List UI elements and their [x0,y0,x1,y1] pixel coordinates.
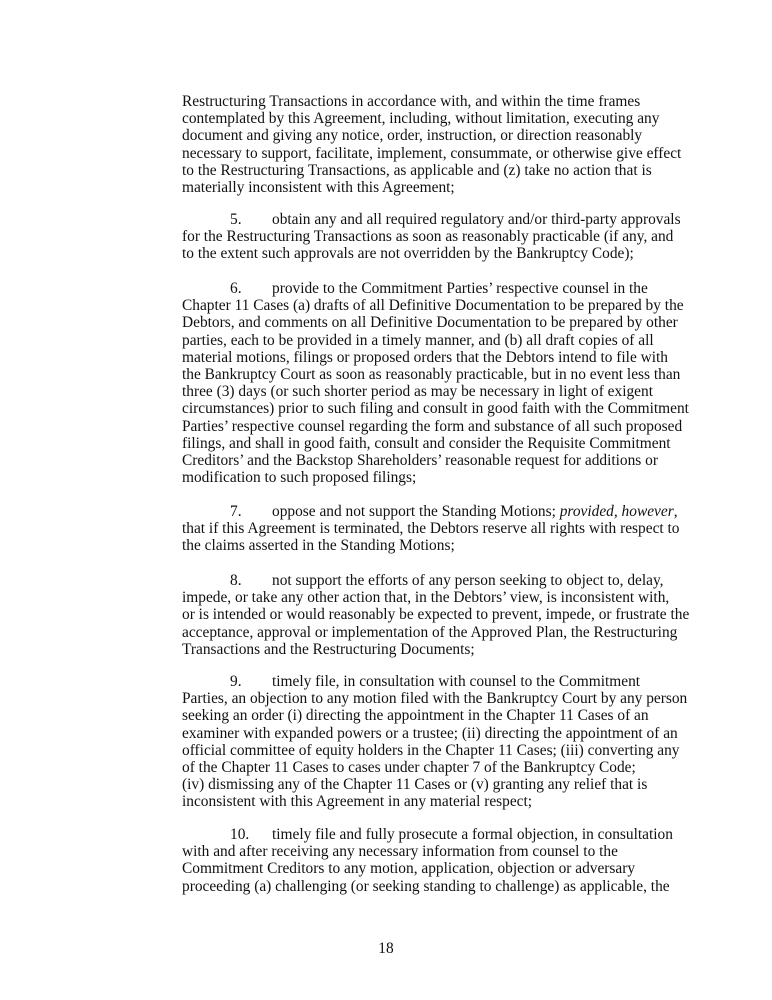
text-line: examiner with expanded powers or a trustee; (ii) directing the appointment of an [182,724,678,742]
text-line: Parties, an objection to any motion filed with the Bankruptcy Court by any person [182,690,688,708]
item-number: 5. [230,211,242,228]
item-first-text: oppose and not support the Standing Motions; [272,503,560,520]
item-first-line [182,673,641,690]
item-first-line [182,572,664,589]
text-line: Commitment Creditors to any motion, application, objection or adversary [182,860,636,878]
item-number: 7. [230,503,242,520]
text-line: Restructuring Transactions in accordance with, and within the time frames [182,93,641,110]
list-item-5 [182,211,681,263]
text-line: three (3) days (or such shorter period as may be necessary in light of exigent [182,383,653,401]
text-line: Transactions and the Restructuring Documents; [182,640,475,658]
item-number: 8. [230,572,242,589]
text-line: for the Restructuring Transactions as soon as reasonably practicable (if any, and [182,228,674,246]
text-line: necessary to support, facilitate, implement, consummate, or otherwise give effect [182,144,682,162]
text-line: parties, each to be provided in a timely manner, and (b) all draft copies of all [182,331,654,349]
text-line: Chapter 11 Cases (a) drafts of all Definitive Documentation to be prepared by the [182,297,684,315]
item-first-tail: , [673,503,678,520]
text-line: to the extent such approvals are not overridden by the Bankruptcy Code); [182,245,634,263]
item-first-text: obtain any and all required regulatory and/or third-party approvals [272,211,681,228]
item-first-line [182,280,648,297]
continuation-paragraph [182,93,682,197]
text-line: of the Chapter 11 Cases to cases under chapter 7 of the Bankruptcy Code; [182,759,636,777]
text-line: (iv) dismissing any of the Chapter 11 Cases or (v) granting any relief that is [182,776,648,794]
text-line: materially inconsistent with this Agreement; [182,179,455,197]
text-line: inconsistent with this Agreement in any material respect; [182,793,533,811]
list-item-8 [182,572,690,658]
item-first-line [182,211,681,228]
text-line: that if this Agreement is terminated, the Debtors reserve all rights with respect to [182,520,680,538]
text-line: seeking an order (i) directing the appointment in the Chapter 11 Cases of an [182,707,649,725]
text-line: Parties’ respective counsel regarding the form and substance of all such proposed [182,417,683,435]
text-line: impede, or take any other action that, in the Debtors’ view, is inconsistent with, [182,589,670,607]
text-line: filings, and shall in good faith, consult and consider the Requisite Commitment [182,434,671,452]
text-line: Debtors, and comments on all Definitive Documentation to be prepared by other [182,314,678,332]
item-number: 6. [230,280,242,297]
text-line: the claims asserted in the Standing Motions; [182,537,455,555]
text-line: the Bankruptcy Court as soon as reasonably practicable, but in no event less than [182,366,681,384]
item-number: 9. [230,673,242,690]
text-line: with and after receiving any necessary information from counsel to the [182,843,618,861]
text-line: modification to such proposed filings; [182,469,417,487]
proviso-italic: provided, however [559,503,674,520]
text-line: acceptance, approval or implementation of the Approved Plan, the Restructuring [182,623,678,641]
list-item-7 [182,503,680,555]
text-line: Creditors’ and the Backstop Shareholders’ reasonable request for additions or [182,452,658,470]
text-line: material motions, filings or proposed orders that the Debtors intend to file with [182,348,668,366]
page-number: 18 [378,940,394,957]
list-item-9 [182,673,688,811]
item-first-text: timely file, in consultation with counsel to the Commitment [272,673,641,690]
item-first-text: not support the efforts of any person seeking to object to, delay, [272,572,664,589]
list-item-10 [182,826,673,895]
item-first-text: timely file and fully prosecute a formal objection, in consultation [272,826,673,843]
text-line: or is intended or would reasonably be expected to prevent, impede, or frustrate the [182,606,690,624]
item-first-line [182,826,673,843]
item-number: 10. [230,826,250,843]
list-item-6 [182,280,689,487]
text-line: document and giving any notice, order, instruction, or direction reasonably [182,127,643,145]
text-line: official committee of equity holders in the Chapter 11 Cases; (iii) converting any [182,741,680,759]
text-line: proceeding (a) challenging (or seeking standing to challenge) as applicable, the [182,877,670,895]
item-first-text: provide to the Commitment Parties’ respective counsel in the [272,280,648,297]
text-line: contemplated by this Agreement, including, without limitation, executing any [182,110,660,128]
item-first-line [182,503,678,520]
text-line: to the Restructuring Transactions, as applicable and (z) take no action that is [182,161,652,179]
text-line: circumstances) prior to such filing and consult in good faith with the Commitment [182,400,689,418]
